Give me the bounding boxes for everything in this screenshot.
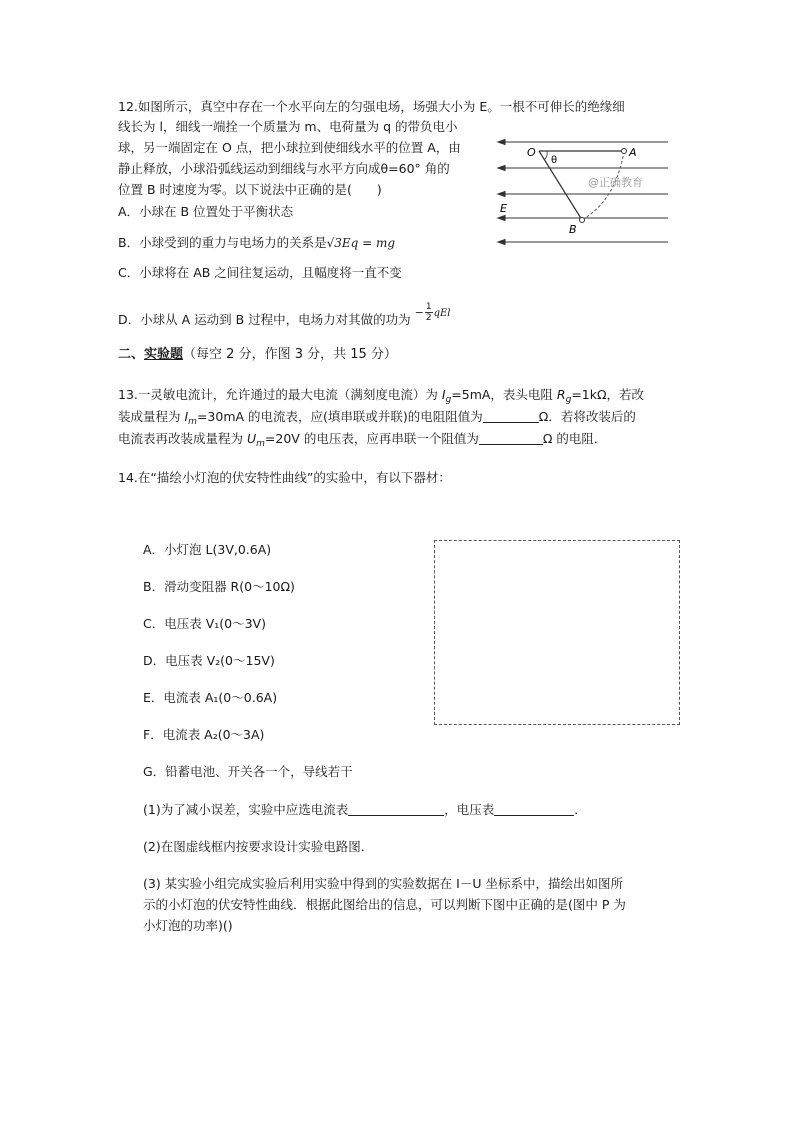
field-arrow-icon — [498, 140, 505, 145]
var-i: I — [184, 409, 189, 424]
field-arrow-icon — [498, 240, 505, 245]
q12-option-d-text: D．小球从 A 运动到 B 过程中，电场力对其做的功为 — [118, 312, 411, 327]
q14-part1 — [143, 802, 587, 818]
q13-text: Ω 的电阻． — [542, 431, 607, 446]
equipment-item: C．电压表 V₁(0～3V) — [143, 616, 266, 631]
q13-text: 电流表再改装成量程为 — [118, 431, 247, 446]
q12-line3: 球，另一端固定在 O 点，把小球拉到使细线水平的位置 A，由 — [118, 140, 461, 155]
ball-b — [580, 218, 585, 223]
section-heading — [118, 347, 397, 363]
q14-intro: 14.在“描绘小灯泡的伏安特性曲线”的实验中，有以下器材： — [118, 470, 451, 485]
q14-text: ． — [574, 802, 587, 817]
label-theta: θ — [551, 155, 558, 166]
answer-blank[interactable] — [479, 432, 543, 445]
var-sub: m — [256, 439, 265, 449]
q12-line4: 静止释放，小球沿弧线运动到细线与水平方向成θ=60° 角的 — [118, 161, 450, 176]
q14-part2: (2)在图虚线框内按要求设计实验电路图． — [143, 839, 374, 854]
q12-option-d-expression: qEl — [433, 308, 451, 319]
q14-part3-line2: 示的小灯泡的伏安特性曲线．根据此图给出的信息，可以判断下图中正确的是(图中 P 为 — [143, 897, 626, 912]
q12-line2: 线长为 l，细线一端拴一个质量为 m、电荷量为 q 的带负电小 — [118, 119, 458, 134]
q13-text: Ω．若将改装后的 — [538, 409, 636, 424]
label-e: E — [500, 202, 507, 215]
answer-blank-voltmeter[interactable] — [494, 803, 574, 816]
var-sub: g — [565, 395, 572, 405]
q13-line2 — [118, 409, 636, 430]
q13-text: =5mA，表头电阻 — [451, 387, 557, 402]
circuit-drawing-box[interactable] — [434, 540, 680, 725]
var-u: U — [246, 431, 257, 446]
equipment-item: F．电流表 A₂(0～3A) — [143, 727, 265, 742]
section-note: （每空 2 分，作图 3 分，共 15 分） — [183, 347, 397, 362]
label-b: B — [569, 223, 577, 236]
angle-arc — [544, 151, 547, 160]
equipment-item: D．电压表 V₂(0～15V) — [143, 653, 275, 668]
field-arrow-icon — [498, 216, 505, 221]
q13-line1 — [118, 387, 644, 408]
q12-option-c: C．小球将在 AB 之间往复运动，且幅度将一直不变 — [118, 265, 402, 280]
field-arrow-icon — [498, 192, 505, 197]
var-sub: g — [445, 395, 452, 405]
q13-text: 装成量程为 — [118, 409, 185, 424]
q12-option-b-text: B．小球受到的重力与电场力的关系是 — [118, 235, 327, 250]
equipment-item: B．滑动变阻器 R(0～10Ω) — [143, 579, 295, 594]
label-o: O — [527, 146, 536, 159]
q13-line3 — [118, 431, 606, 452]
section-title: 实验题 — [144, 347, 184, 362]
q14-part3-line1: (3) 某实验小组完成实验后利用实验中得到的实验数据在 I－U 坐标系中，描绘出如图所 — [143, 876, 623, 891]
var-i: I — [441, 387, 446, 402]
field-arrow-icon — [498, 166, 505, 171]
q12-option-d-minus: − — [414, 306, 424, 319]
q13-text: 13.一灵敏电流计，允许通过的最大电流（满刻度电流）为 — [118, 387, 442, 402]
q12-option-d — [118, 302, 451, 328]
q13-text: =30mA 的电流表，应(填串联或并联)的电阻阻值为 — [196, 409, 483, 424]
q12-line1: 12.如图所示，真空中存在一个水平向左的匀强电场，场强大小为 E。一根不可伸长的绝缘细 — [118, 99, 625, 114]
answer-blank[interactable] — [483, 410, 539, 423]
q12-field-diagram — [496, 132, 670, 250]
q13-text: =20V 的电压表，应再串联一个阻值为 — [264, 431, 479, 446]
q13-text: =1kΩ，若改 — [571, 387, 645, 402]
thread-to-b — [539, 151, 582, 220]
var-sub: m — [188, 417, 197, 427]
q14-part3-line3: 小灯泡的功率)() — [143, 918, 233, 933]
q12-option-a: A．小球在 B 位置处于平衡状态 — [118, 204, 294, 219]
var-r: R — [556, 387, 566, 402]
fraction-denominator: 2 — [425, 313, 432, 323]
label-a: A — [629, 146, 637, 159]
equipment-item: A．小灯泡 L(3V,0.6A) — [143, 542, 272, 557]
fraction-numerator: 1 — [425, 302, 432, 312]
q12-option-d-fraction — [425, 302, 433, 323]
q14-text: (1)为了减小误差，实验中应选电流表 — [143, 802, 349, 817]
q12-line5: 位置 B 时速度为零。以下说法中正确的是( ) — [118, 182, 382, 197]
section-number: 二、 — [118, 347, 145, 362]
q12-option-b — [118, 235, 395, 251]
ball-a — [622, 149, 627, 154]
q12-option-b-formula: √3Eq = mg — [326, 236, 396, 250]
q14-text: ，电压表 — [444, 802, 495, 817]
answer-blank-ammeter[interactable] — [348, 803, 444, 816]
equipment-item: G．铅蓄电池、开关各一个，导线若干 — [143, 764, 353, 779]
equipment-item: E．电流表 A₁(0～0.6A) — [143, 690, 278, 705]
watermark: @正确教育 — [588, 176, 643, 189]
